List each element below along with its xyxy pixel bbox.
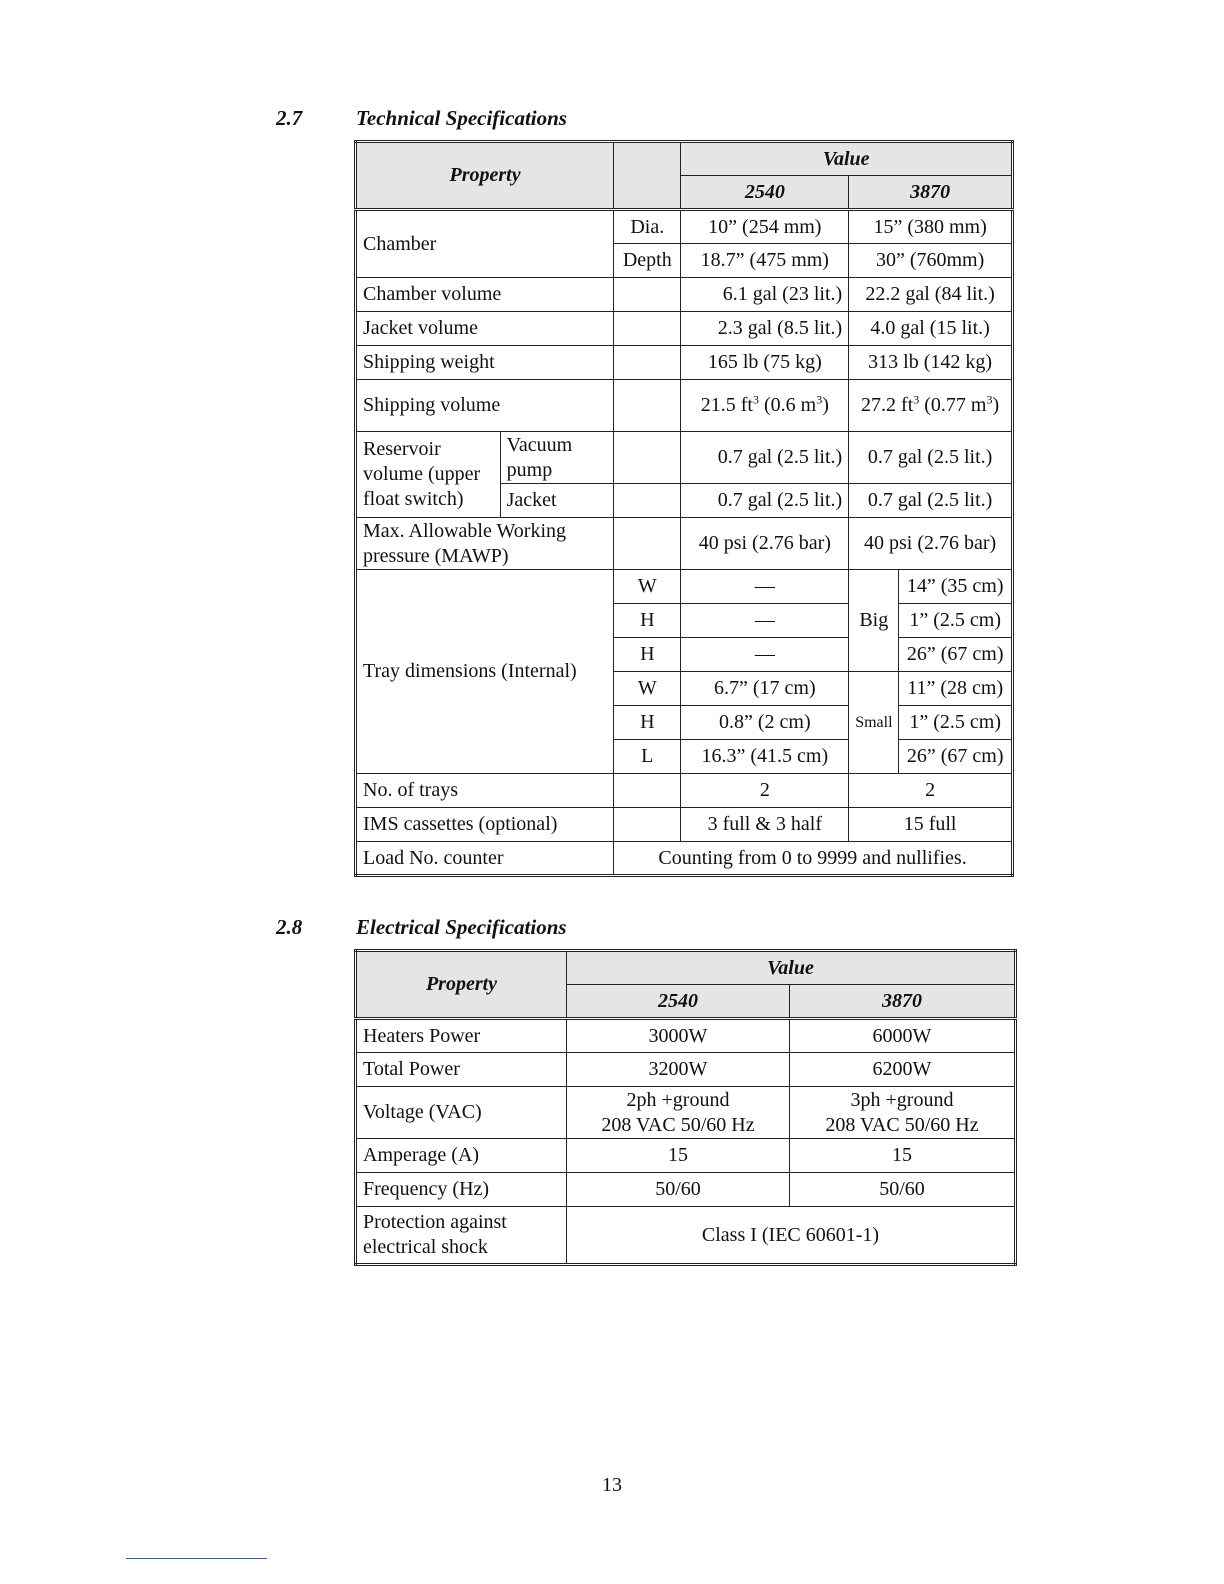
chamber-depth-3870: 30” (760mm) <box>849 244 1013 278</box>
tray-big-label: Big <box>849 570 899 672</box>
tray-2540: — <box>681 604 849 638</box>
voltage-phase: 3ph +ground <box>850 1088 954 1111</box>
table-row <box>356 1139 1016 1173</box>
value-header: Value <box>567 951 1016 985</box>
model-3870-header: 3870 <box>849 176 1013 210</box>
table-row <box>356 842 1013 876</box>
tray-2540: 16.3” (41.5 cm) <box>681 740 849 774</box>
no-of-trays-2540: 2 <box>681 774 849 808</box>
table-row <box>356 432 1013 484</box>
tray-2540: — <box>681 638 849 672</box>
ims-cassettes-label: IMS cassettes (optional) <box>356 808 614 842</box>
vacuum-pump-label: Vacuum pump <box>500 432 614 484</box>
chamber-dia-3870: 15” (380 mm) <box>849 210 1013 244</box>
table-row <box>356 1053 1016 1087</box>
table-row <box>356 1207 1016 1265</box>
load-counter-label: Load No. counter <box>356 842 614 876</box>
technical-specifications-table <box>354 140 1014 877</box>
tray-2540: — <box>681 570 849 604</box>
tray-3870: 26” (67 cm) <box>899 638 1013 672</box>
total-power-3870: 6200W <box>790 1053 1016 1087</box>
depth-label: Depth <box>614 244 681 278</box>
mawp-label: Max. Allowable Working pressure (MAWP) <box>356 518 614 570</box>
shipping-weight-label: Shipping weight <box>356 346 614 380</box>
value-text: 21.5 ft <box>700 394 753 416</box>
section-title: Technical Specifications <box>356 106 567 130</box>
empty-cell <box>614 774 681 808</box>
empty-cell <box>614 380 681 432</box>
shipping-volume-3870 <box>849 380 1013 432</box>
shipping-volume-label: Shipping volume <box>356 380 614 432</box>
reservoir-label: Reservoir volume (upper float switch) <box>356 432 501 518</box>
value-text: 27.2 ft <box>861 394 914 416</box>
dia-label: Dia. <box>614 210 681 244</box>
value-text: (0.6 m <box>758 394 817 416</box>
tray-dim: H <box>614 638 681 672</box>
amperage-3870: 15 <box>790 1139 1016 1173</box>
table-row <box>356 210 1013 244</box>
reservoir-vacuum-2540: 0.7 gal (2.5 lit.) <box>681 432 849 484</box>
protection-value: Class I (IEC 60601-1) <box>567 1207 1016 1265</box>
tray-3870: 11” (28 cm) <box>899 672 1013 706</box>
table-row <box>356 346 1013 380</box>
amperage-label: Amperage (A) <box>356 1139 567 1173</box>
protection-label-line: electrical shock <box>363 1236 488 1258</box>
jacket-volume-3870: 4.0 gal (15 lit.) <box>849 312 1013 346</box>
value-text: ) <box>992 394 1000 416</box>
shipping-weight-2540: 165 lb (75 kg) <box>681 346 849 380</box>
voltage-rating: 208 VAC 50/60 Hz <box>825 1113 979 1136</box>
frequency-label: Frequency (Hz) <box>356 1173 567 1207</box>
table-row <box>356 312 1013 346</box>
chamber-label: Chamber <box>356 210 614 278</box>
no-of-trays-3870: 2 <box>849 774 1013 808</box>
table-row <box>356 808 1013 842</box>
value-text: (0.77 m <box>919 394 987 416</box>
model-3870-header: 3870 <box>790 985 1016 1019</box>
heaters-power-label: Heaters Power <box>356 1019 567 1053</box>
tray-3870: 1” (2.5 cm) <box>899 706 1013 740</box>
superscript: 3 <box>986 392 993 407</box>
tray-dim: H <box>614 604 681 638</box>
empty-cell <box>614 432 681 484</box>
chamber-volume-label: Chamber volume <box>356 278 614 312</box>
section-heading-electrical <box>276 915 567 940</box>
jacket-label: Jacket <box>500 484 614 518</box>
voltage-rating: 208 VAC 50/60 Hz <box>601 1113 755 1136</box>
reservoir-jacket-2540: 0.7 gal (2.5 lit.) <box>681 484 849 518</box>
tray-2540: 0.8” (2 cm) <box>681 706 849 740</box>
table-row <box>356 1173 1016 1207</box>
property-header: Property <box>356 142 614 210</box>
ims-cassettes-2540: 3 full & 3 half <box>681 808 849 842</box>
voltage-3870 <box>790 1087 1016 1139</box>
tray-3870: 14” (35 cm) <box>899 570 1013 604</box>
chamber-volume-3870: 22.2 gal (84 lit.) <box>849 278 1013 312</box>
mawp-3870: 40 psi (2.76 bar) <box>849 518 1013 570</box>
section-heading-technical <box>276 106 567 131</box>
voltage-phase: 2ph +ground <box>626 1088 730 1111</box>
tray-small-label: Small <box>849 672 899 774</box>
shipping-weight-3870: 313 lb (142 kg) <box>849 346 1013 380</box>
tray-3870: 1” (2.5 cm) <box>899 604 1013 638</box>
superscript: 3 <box>913 392 920 407</box>
empty-cell <box>614 278 681 312</box>
chamber-depth-2540: 18.7” (475 mm) <box>681 244 849 278</box>
tray-dim: W <box>614 672 681 706</box>
footnote-divider <box>126 1558 267 1559</box>
no-of-trays-label: No. of trays <box>356 774 614 808</box>
chamber-volume-2540: 6.1 gal (23 lit.) <box>681 278 849 312</box>
table-row <box>356 1087 1016 1139</box>
tray-dim: L <box>614 740 681 774</box>
reservoir-jacket-3870: 0.7 gal (2.5 lit.) <box>849 484 1013 518</box>
protection-label <box>356 1207 567 1265</box>
empty-cell <box>614 346 681 380</box>
total-power-2540: 3200W <box>567 1053 790 1087</box>
property-header: Property <box>356 951 567 1019</box>
table-row <box>356 1019 1016 1053</box>
jacket-volume-label: Jacket volume <box>356 312 614 346</box>
voltage-label: Voltage (VAC) <box>356 1087 567 1139</box>
amperage-2540: 15 <box>567 1139 790 1173</box>
superscript: 3 <box>752 392 759 407</box>
voltage-2540 <box>567 1087 790 1139</box>
blank-header <box>614 142 681 210</box>
tray-dim: H <box>614 706 681 740</box>
ims-cassettes-3870: 15 full <box>849 808 1013 842</box>
superscript: 3 <box>816 392 823 407</box>
mawp-2540: 40 psi (2.76 bar) <box>681 518 849 570</box>
electrical-specifications-table <box>354 949 1017 1266</box>
tray-dim: W <box>614 570 681 604</box>
value-text: ) <box>822 394 829 416</box>
protection-label-line: Protection against <box>363 1211 507 1233</box>
chamber-dia-2540: 10” (254 mm) <box>681 210 849 244</box>
model-2540-header: 2540 <box>681 176 849 210</box>
tray-2540: 6.7” (17 cm) <box>681 672 849 706</box>
section-number: 2.8 <box>276 915 303 939</box>
model-2540-header: 2540 <box>567 985 790 1019</box>
section-title: Electrical Specifications <box>356 915 567 939</box>
heaters-power-3870: 6000W <box>790 1019 1016 1053</box>
empty-cell <box>614 484 681 518</box>
shipping-volume-2540 <box>681 380 849 432</box>
empty-cell <box>614 312 681 346</box>
value-header: Value <box>681 142 1013 176</box>
total-power-label: Total Power <box>356 1053 567 1087</box>
page-number: 13 <box>602 1474 622 1496</box>
table-row <box>356 570 1013 604</box>
table-row <box>356 380 1013 432</box>
frequency-3870: 50/60 <box>790 1173 1016 1207</box>
table-row <box>356 278 1013 312</box>
section-number: 2.7 <box>276 106 303 130</box>
table-row <box>356 774 1013 808</box>
load-counter-value: Counting from 0 to 9999 and nullifies. <box>614 842 1013 876</box>
reservoir-vacuum-3870: 0.7 gal (2.5 lit.) <box>849 432 1013 484</box>
empty-cell <box>614 518 681 570</box>
frequency-2540: 50/60 <box>567 1173 790 1207</box>
table-row <box>356 518 1013 570</box>
tray-3870: 26” (67 cm) <box>899 740 1013 774</box>
jacket-volume-2540: 2.3 gal (8.5 lit.) <box>681 312 849 346</box>
heaters-power-2540: 3000W <box>567 1019 790 1053</box>
tray-dimensions-label: Tray dimensions (Internal) <box>356 570 614 774</box>
empty-cell <box>614 808 681 842</box>
